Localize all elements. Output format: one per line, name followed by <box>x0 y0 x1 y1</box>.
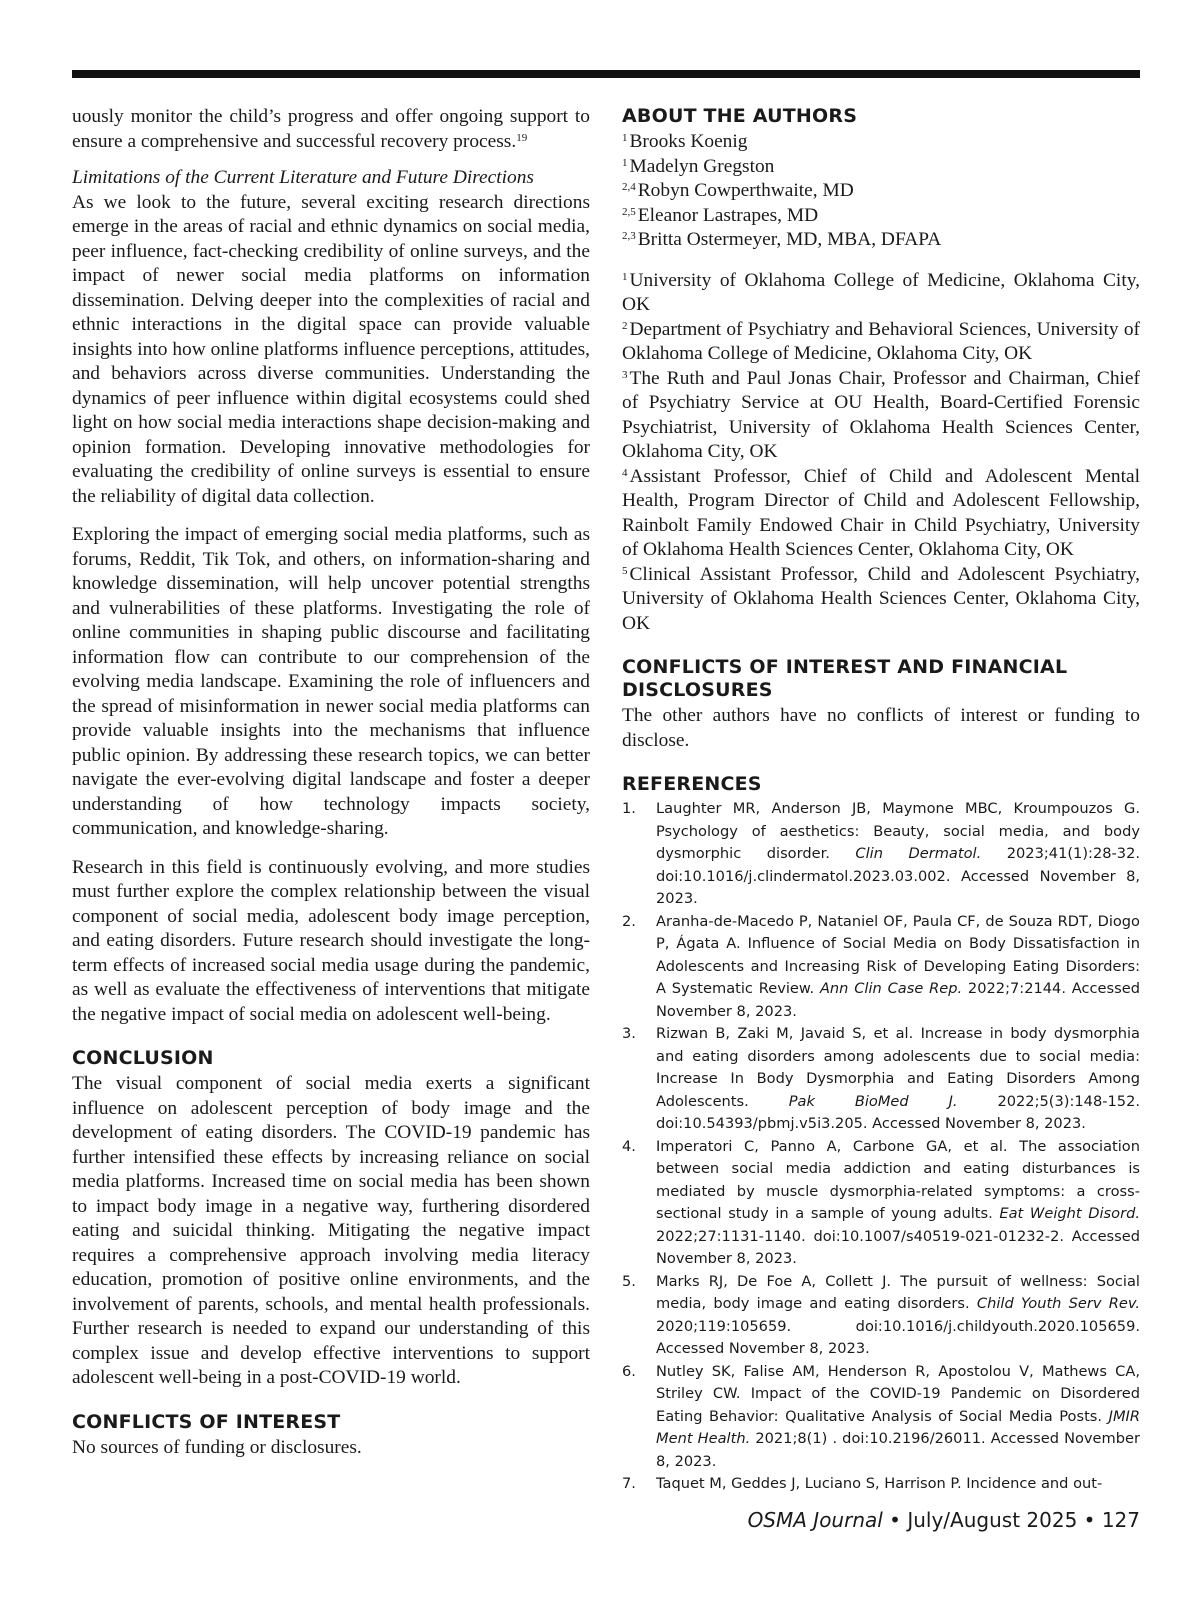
reference-journal: Pak BioMed J. <box>788 1092 958 1110</box>
reference-text <box>656 798 1140 911</box>
affiliation-item <box>622 269 1140 318</box>
reference-text <box>656 911 1140 1024</box>
limitations-heading: Limitations of the Current Literature and Future Directions <box>72 167 534 188</box>
body-paragraph-1: As we look to the future, several exciting research directions emerge in the areas of racial and ethnic dynamics on social media, peer influence, fact-checking credibility of online surveys, and the impact of newer social media platforms on information dissemination. Delving deeper into the complexities of racial and ethnic interactions in the digital space can provide valuable insights into how online platforms influence perceptions, attitudes, and behaviors across diverse communities. Understanding the dynamics of peer influence within digital ecosystems could shed light on how social media interactions shape decision-making and opinion formation. Developing innovative methodologies for evaluating the credibility of online surveys is essential to ensure the reliability of digital data collection. <box>72 191 590 507</box>
references-list <box>622 798 1140 1496</box>
footer-page-number: 127 <box>1101 1508 1140 1532</box>
reference-item <box>622 1023 1140 1136</box>
reference-body: Imperatori C, Panno A, Carbone GA, et al. The association between social media addiction and eating disturbances is mediated by muscle dysmorphia-related symptoms: a cross-sectional study in a sample of young adults. <box>656 1137 1140 1222</box>
reference-details: 2022;5(3):148-152. doi:10.54393/pbmj.v5i3.205. Accessed November 8, 2023. <box>656 1092 1141 1132</box>
footer-issue: July/August 2025 <box>907 1508 1078 1532</box>
author-name: Madelyn Gregston <box>629 155 775 177</box>
reference-text <box>656 1023 1140 1136</box>
reference-text <box>656 1136 1140 1271</box>
reference-number: 7. <box>622 1475 636 1492</box>
affiliation-text: Clinical Assistant Professor, Child and Adolescent Psychiatry, University of Oklahoma Health Sciences Center, Oklahoma City, OK <box>622 563 1140 634</box>
reference-details: 2022;7:2144. Accessed November 8, 2023. <box>656 980 1140 1020</box>
reference-item <box>622 1271 1140 1361</box>
coi-financial-paragraph: The other authors have no conflicts of interest or funding to disclose. <box>622 705 1140 751</box>
author-name: Brooks Koenig <box>629 131 748 152</box>
citation-sup: 19 <box>516 131 528 144</box>
reference-body: Marks RJ, De Foe A, Collett J. The pursuit of wellness: Social media, body image and eating disorders. <box>656 1272 1140 1312</box>
conclusion-paragraph: The visual component of social media exerts a significant influence on adolescent perception of body image and the development of eating disorders. The COVID-19 pandemic has further intensified these effects by increasing reliance on social media platforms. Increased time on social media has been shown to impact body image in a negative way, furthering disordered eating and suicidal thinking. Mitigating the negative impact requires a comprehensive approach involving media literacy education, promotion of positive online environments, and the involvement of parents, schools, and mental health professionals. Further research is needed to expand our understanding of this complex issue and develop effective interventions to support adolescent well-being in a post-COVID-19 world. <box>72 1073 590 1388</box>
reference-item <box>622 1136 1140 1271</box>
author-item <box>622 204 1140 229</box>
authors-list <box>622 130 1140 253</box>
reference-text <box>656 1473 1140 1496</box>
reference-body: Laughter MR, Anderson JB, Maymone MBC, Kroumpouzos G. Psychology of aesthetics: Beauty, social media, and body dysmorphic disorder. <box>656 800 1140 862</box>
reference-body: Taquet M, Geddes J, Luciano S, Harrison P. Incidence and out- <box>656 1475 1103 1492</box>
coi-financial-heading: CONFLICTS OF INTEREST AND FINANCIAL DISCLOSURES <box>622 656 1068 701</box>
author-item <box>622 155 1140 180</box>
affiliation-item <box>622 318 1140 367</box>
affiliation-text: Department of Psychiatry and Behavioral Sciences, University of Oklahoma College of Medicine, Oklahoma City, OK <box>622 318 1140 364</box>
reference-journal: Ann Clin Case Rep. <box>819 980 963 997</box>
reference-body: Aranha-de-Macedo P, Nataniel OF, Paula CF, de Souza RDT, Diogo P, Ágata A. Influence of Social Media on Body Dissatisfaction in Adolescents and Increasing Risk of Developing Eating Disorders: A Systematic Review. <box>656 912 1140 997</box>
affiliation-sup: 1 <box>622 270 628 283</box>
conclusion-heading: CONCLUSION <box>72 1047 214 1069</box>
right-column <box>622 105 1140 1496</box>
author-item <box>622 228 1140 253</box>
author-sup: 2,4 <box>622 181 636 193</box>
reference-body: Nutley SK, Falise AM, Henderson R, Apostolou V, Mathews CA, Striley CW. Impact of the COVID-19 Pandemic on Disordered Eating Behavior: Qualitative Analysis of Social Media Posts. <box>656 1362 1140 1425</box>
author-name: Britta Ostermeyer, MD, MBA, DFAPA <box>637 229 942 250</box>
intro-text: uously monitor the child’s progress and offer ongoing support to ensure a comprehensive and successful recovery process. <box>72 106 590 152</box>
author-name: Robyn Cowperthwaite, MD <box>637 180 854 201</box>
reference-journal: Eat Weight Disord. <box>999 1205 1140 1222</box>
author-sup: 2,3 <box>622 230 636 242</box>
affiliation-text: The Ruth and Paul Jonas Chair, Professor and Chairman, Chief of Psychiatry Service at OU Health, Board-Certified Forensic Psychiatrist, University of Oklahoma Health Sciences Center, Oklahoma City, OK <box>622 367 1140 462</box>
body-paragraph-3: Research in this field is continuously evolving, and more studies must further explore the complex relationship between the visual component of social media, adolescent body image perception, and eating disorders. Future research should investigate the long-term effects of increased social media usage during the pandemic, as well as evaluate the effectiveness of interventions that mitigate the negative impact of social media on adolescent well-being. <box>72 856 590 1025</box>
reference-number: 4. <box>622 1137 636 1155</box>
affiliation-sup: 4 <box>622 466 628 479</box>
reference-number: 2. <box>622 912 636 930</box>
reference-details: 2021;8(1) . doi:10.2196/26011. Accessed November 8, 2023. <box>656 1430 1140 1470</box>
affiliation-text: Assistant Professor, Chief of Child and Adolescent Mental Health, Program Director of Child and Adolescent Fellowship, Rainbolt Family Endowed Chair in Child Psychiatry, University of Oklahoma Health Sciences Center, Oklahoma City, OK <box>622 465 1140 560</box>
page-footer <box>748 1508 1140 1532</box>
body-paragraph-2: Exploring the impact of emerging social media platforms, such as forums, Reddit, Tik Tok, and others, on information-sharing and knowledge dissemination, will help uncover potential strengths and vulnerabilities of these platforms. Investigating the role of online communities in shaping public discourse and facilitating information flow can contribute to our comprehension of the evolving media landscape. Examining the role of influencers and the spread of misinformation in newer social media platforms can provide valuable insights into the mechanisms that influence public opinion. By addressing these research topics, we can better navigate the ever-evolving digital landscape and foster a deeper understanding of how technology impacts society, communication, and knowledge-sharing. <box>72 524 590 839</box>
reference-journal: JMIR Ment Health. <box>656 1407 1140 1447</box>
affiliation-item <box>622 563 1140 637</box>
author-name: Eleanor Lastrapes, MD <box>637 204 819 226</box>
affiliation-sup: 2 <box>622 319 628 332</box>
reference-number: 3. <box>622 1025 636 1042</box>
reference-details: 2023;41(1):28-32. doi:10.1016/j.clindermatol.2023.03.002. Accessed November 8, 2023. <box>656 845 1140 907</box>
reference-number: 6. <box>622 1362 636 1380</box>
affiliation-text: University of Oklahoma College of Medicine, Oklahoma City, OK <box>622 269 1140 315</box>
affiliation-item <box>622 465 1140 563</box>
affiliation-item <box>622 367 1140 465</box>
reference-body: Rizwan B, Zaki M, Javaid S, et al. Increase in body dysmorphia and eating disorders among adolescents due to social media: Increase In Body Dysmorphia and Eating Disorders Among Adolescents. <box>656 1025 1140 1110</box>
reference-item <box>622 1473 1140 1496</box>
reference-number: 5. <box>622 1272 636 1290</box>
affiliation-sup: 5 <box>622 564 628 577</box>
affiliations-list <box>622 269 1140 637</box>
references-heading: REFERENCES <box>622 773 762 795</box>
reference-text <box>656 1271 1140 1361</box>
affiliation-sup: 3 <box>622 368 628 381</box>
author-sup: 1 <box>622 132 628 144</box>
footer-sep: • <box>1077 1508 1102 1532</box>
reference-item <box>622 911 1140 1024</box>
reference-journal: Child Youth Serv Rev. <box>976 1295 1140 1312</box>
authors-heading: ABOUT THE AUTHORS <box>622 105 858 127</box>
reference-item <box>622 1361 1140 1474</box>
footer-journal: OSMA Journal <box>747 1508 883 1532</box>
top-rule <box>72 70 1140 78</box>
reference-details: 2022;27:1131-1140. doi:10.1007/s40519-021-01232-2. Accessed November 8, 2023. <box>656 1227 1140 1267</box>
coi-heading: CONFLICTS OF INTEREST <box>72 1410 341 1433</box>
intro-paragraph <box>72 105 590 154</box>
reference-details: 2020;119:105659. doi:10.1016/j.childyouth.2020.105659. Accessed November 8, 2023. <box>656 1317 1140 1357</box>
author-sup: 2,5 <box>622 205 636 218</box>
reference-item <box>622 798 1140 911</box>
author-sup: 1 <box>622 156 628 169</box>
author-item <box>622 179 1140 204</box>
reference-number: 1. <box>622 800 636 817</box>
reference-text <box>656 1361 1140 1474</box>
author-item <box>622 130 1140 155</box>
coi-paragraph: No sources of funding or disclosures. <box>72 1436 362 1458</box>
left-column <box>72 105 590 1460</box>
reference-journal: Clin Dermatol. <box>855 845 982 862</box>
footer-sep: • <box>882 1508 908 1532</box>
